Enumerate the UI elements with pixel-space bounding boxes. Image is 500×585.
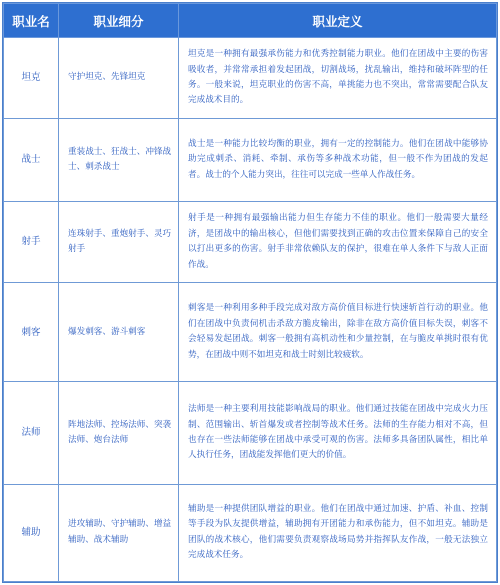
profession-name: 战士 [4,119,59,202]
profession-definition: 法师是一种主要利用技能影响战局的职业。他们通过技能在团战中完成火力压制、范围输出、斩首爆发或者控制等战术任务。法师的生存能力相对不高，但也存在一些法师能够在团战中承受可观的伤害。法师多具备团队属性，相比单人执行任务，团战能发挥他们更大的价值。 [179,382,497,484]
header-subdivision: 职业细分 [59,4,179,38]
table-header-row [4,4,497,38]
profession-subdivision: 阵地法师、控场法师、突袭法师、炮台法师 [59,382,179,484]
header-definition: 职业定义 [179,4,497,38]
profession-subdivision: 重装战士、狂战士、冲锋战士、刺杀战士 [59,119,179,202]
profession-name: 辅助 [4,484,59,581]
profession-name: 坦克 [4,38,59,119]
table-row [4,484,497,581]
table-row [4,119,497,202]
header-profession-name: 职业名 [4,4,59,38]
profession-name: 法师 [4,382,59,484]
profession-name: 刺客 [4,283,59,382]
profession-definition: 战士是一种能力比较均衡的职业，拥有一定的控制能力。他们在团战中能够协助完成刺杀、消耗、牵制、承伤等多种战术功能，但一般不作为团战的发起者。战士的个人能力突出，往往可以完成一些单人作战任务。 [179,119,497,202]
profession-table-frame [2,2,498,583]
profession-subdivision: 爆发刺客、游斗刺客 [59,283,179,382]
profession-subdivision: 连珠射手、重炮射手、灵巧射手 [59,202,179,283]
table-row [4,202,497,283]
profession-subdivision: 进攻辅助、守护辅助、增益辅助、战术辅助 [59,484,179,581]
table-row [4,283,497,382]
profession-definition: 坦克是一种拥有最强承伤能力和优秀控制能力职业。他们在团战中主要的伤害吸收者，并常常承担着发起团战，切割战场，扰乱输出，维持和破坏阵型的任务。一般来说，坦克职业的伤害不高，单挑能力也不突出，常常需要配合队友完成战术目的。 [179,38,497,119]
table-row [4,38,497,119]
profession-name: 射手 [4,202,59,283]
profession-definition: 刺客是一种利用多种手段完成对敌方高价值目标进行快速斩首行动的职业。他们在团战中负责伺机击杀敌方脆皮输出，除非在敌方高价值目标失误，刺客不会轻易发起团战。刺客一般拥有高机动性和少量控制，在与脆皮单挑时很有优势，在团战中则不如坦克和战士时刻比较疲软。 [179,283,497,382]
profession-definition: 辅助是一种提供团队增益的职业。他们在团战中通过加速、护盾、补血、控制等手段为队友提供增益，辅助拥有开团能力和承伤能力，但不如坦克。辅助是团队的战术核心，他们需要负责观察战场局势并指挥队友作战，一般无法独立完成战术任务。 [179,484,497,581]
table-row [4,382,497,484]
profession-subdivision: 守护坦克、先锋坦克 [59,38,179,119]
profession-definition: 射手是一种拥有最强输出能力但生存能力不佳的职业。他们一般需要大量经济，是团战中的输出核心，但他们需要找到正确的攻击位置来保障自己的安全以打出更多的伤害。射手非常依赖队友的保护，很难在单人条件下与敌人正面作战。 [179,202,497,283]
profession-table [3,3,497,582]
